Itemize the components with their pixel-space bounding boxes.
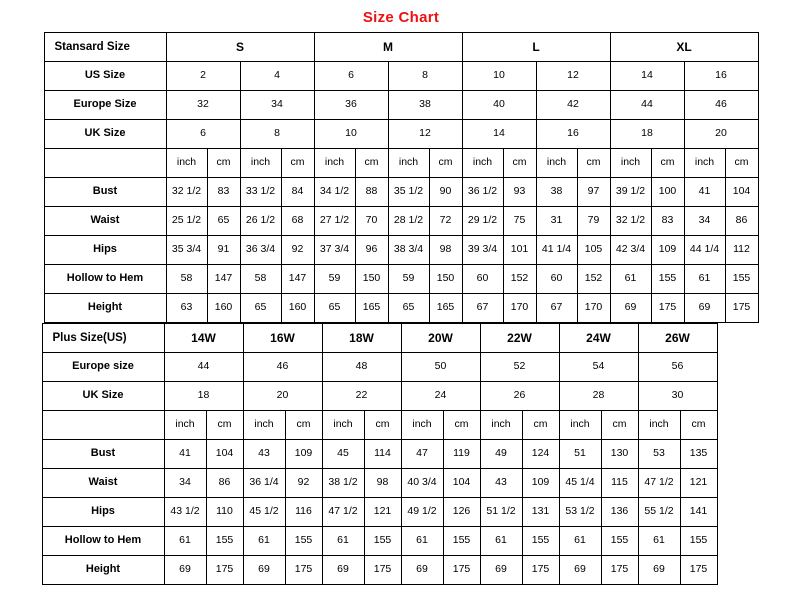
- cell: 69: [638, 556, 680, 585]
- cell: 69: [684, 294, 725, 323]
- table-row: [44, 294, 758, 323]
- cell: 24: [401, 382, 480, 411]
- unit-cell: inch: [480, 411, 522, 440]
- spacer-cell: [717, 382, 760, 411]
- spacer-cell: [717, 527, 760, 556]
- cell: 31: [536, 207, 577, 236]
- cell: 36: [314, 91, 388, 120]
- row-label-europe-size: Europe size: [42, 353, 164, 382]
- cell: 126: [443, 498, 480, 527]
- cell: 43: [243, 440, 285, 469]
- unit-cell: inch: [638, 411, 680, 440]
- cell: 38: [536, 178, 577, 207]
- cell: 16: [536, 120, 610, 149]
- cell: 155: [651, 265, 684, 294]
- cell: 104: [206, 440, 243, 469]
- size-group-l: L: [462, 33, 610, 62]
- cell: 104: [443, 469, 480, 498]
- unit-cell: inch: [388, 149, 429, 178]
- cell: 39 1/2: [610, 178, 651, 207]
- spacer-cell: [717, 353, 760, 382]
- cell: 175: [522, 556, 559, 585]
- cell: 155: [285, 527, 322, 556]
- table-row-group-header: [42, 324, 760, 353]
- cell: 26: [480, 382, 559, 411]
- cell: 41: [684, 178, 725, 207]
- cell: 42: [536, 91, 610, 120]
- cell: 121: [680, 469, 717, 498]
- unit-cell: inch: [559, 411, 601, 440]
- unit-cell: inch: [684, 149, 725, 178]
- cell: 51 1/2: [480, 498, 522, 527]
- spacer-cell: [717, 411, 760, 440]
- cell: 165: [429, 294, 462, 323]
- cell: 155: [522, 527, 559, 556]
- unit-cell: cm: [355, 149, 388, 178]
- unit-cell: cm: [680, 411, 717, 440]
- cell: 32: [166, 91, 240, 120]
- size-group-14w: 14W: [164, 324, 243, 353]
- cell: 48: [322, 353, 401, 382]
- cell: 130: [601, 440, 638, 469]
- unit-cell: cm: [206, 411, 243, 440]
- cell: 56: [638, 353, 717, 382]
- cell: 50: [401, 353, 480, 382]
- cell: 61: [401, 527, 443, 556]
- cell: 8: [388, 62, 462, 91]
- cell: 47 1/2: [638, 469, 680, 498]
- cell: 92: [281, 236, 314, 265]
- unit-cell: inch: [164, 411, 206, 440]
- cell: 69: [559, 556, 601, 585]
- cell: 54: [559, 353, 638, 382]
- size-group-m: M: [314, 33, 462, 62]
- cell: 175: [443, 556, 480, 585]
- cell: 104: [725, 178, 758, 207]
- cell: 147: [207, 265, 240, 294]
- table-row-units: [44, 149, 758, 178]
- cell: 175: [364, 556, 401, 585]
- table-row: [44, 120, 758, 149]
- cell: 36 3/4: [240, 236, 281, 265]
- row-label-hips: Hips: [44, 236, 166, 265]
- cell: 46: [684, 91, 758, 120]
- cell: 34: [164, 469, 206, 498]
- cell: 52: [480, 353, 559, 382]
- cell: 115: [601, 469, 638, 498]
- cell: 36 1/2: [462, 178, 503, 207]
- cell: 152: [503, 265, 536, 294]
- cell: 45: [322, 440, 364, 469]
- cell: 65: [388, 294, 429, 323]
- cell: 18: [164, 382, 243, 411]
- unit-cell: inch: [536, 149, 577, 178]
- cell: 86: [725, 207, 758, 236]
- unit-row-corner: [44, 149, 166, 178]
- size-group-s: S: [166, 33, 314, 62]
- standard-size-table: [44, 32, 759, 323]
- cell: 98: [429, 236, 462, 265]
- cell: 136: [601, 498, 638, 527]
- cell: 88: [355, 178, 388, 207]
- unit-cell: inch: [322, 411, 364, 440]
- cell: 61: [164, 527, 206, 556]
- size-group-20w: 20W: [401, 324, 480, 353]
- cell: 92: [285, 469, 322, 498]
- cell: 63: [166, 294, 207, 323]
- cell: 79: [577, 207, 610, 236]
- unit-cell: cm: [429, 149, 462, 178]
- cell: 65: [207, 207, 240, 236]
- cell: 10: [462, 62, 536, 91]
- table-row: [44, 265, 758, 294]
- table-row: [42, 469, 760, 498]
- cell: 69: [243, 556, 285, 585]
- row-label-hollow-to-hem: Hollow to Hem: [44, 265, 166, 294]
- cell: 61: [559, 527, 601, 556]
- cell: 16: [684, 62, 758, 91]
- row-label-hollow-to-hem: Hollow to Hem: [42, 527, 164, 556]
- cell: 35 3/4: [166, 236, 207, 265]
- unit-cell: cm: [364, 411, 401, 440]
- cell: 98: [364, 469, 401, 498]
- cell: 119: [443, 440, 480, 469]
- unit-cell: cm: [601, 411, 638, 440]
- cell: 47 1/2: [322, 498, 364, 527]
- cell: 83: [207, 178, 240, 207]
- cell: 55 1/2: [638, 498, 680, 527]
- cell: 109: [522, 469, 559, 498]
- row-label-uk-size: UK Size: [44, 120, 166, 149]
- cell: 70: [355, 207, 388, 236]
- cell: 38: [388, 91, 462, 120]
- cell: 38 1/2: [322, 469, 364, 498]
- cell: 121: [364, 498, 401, 527]
- spacer-cell: [717, 556, 760, 585]
- cell: 14: [462, 120, 536, 149]
- unit-cell: cm: [725, 149, 758, 178]
- row-label-hips: Hips: [42, 498, 164, 527]
- unit-cell: cm: [503, 149, 536, 178]
- cell: 170: [577, 294, 610, 323]
- cell: 155: [443, 527, 480, 556]
- cell: 69: [610, 294, 651, 323]
- size-group-22w: 22W: [480, 324, 559, 353]
- unit-cell: inch: [243, 411, 285, 440]
- cell: 30: [638, 382, 717, 411]
- cell: 155: [680, 527, 717, 556]
- page-title: Size Chart: [362, 9, 440, 26]
- cell: 44: [610, 91, 684, 120]
- cell: 155: [206, 527, 243, 556]
- cell: 39 3/4: [462, 236, 503, 265]
- cell: 141: [680, 498, 717, 527]
- table-row: [42, 353, 760, 382]
- cell: 32 1/2: [610, 207, 651, 236]
- cell: 175: [206, 556, 243, 585]
- cell: 40 3/4: [401, 469, 443, 498]
- row-label-us-size: US Size: [44, 62, 166, 91]
- cell: 61: [322, 527, 364, 556]
- cell: 35 1/2: [388, 178, 429, 207]
- table-row-group-header: [44, 33, 758, 62]
- row-label-waist: Waist: [42, 469, 164, 498]
- cell: 25 1/2: [166, 207, 207, 236]
- table-row: [42, 440, 760, 469]
- size-group-26w: 26W: [638, 324, 717, 353]
- cell: 67: [462, 294, 503, 323]
- cell: 40: [462, 91, 536, 120]
- unit-cell: cm: [281, 149, 314, 178]
- cell: 33 1/2: [240, 178, 281, 207]
- cell: 131: [522, 498, 559, 527]
- cell: 150: [429, 265, 462, 294]
- cell: 34: [684, 207, 725, 236]
- size-group-18w: 18W: [322, 324, 401, 353]
- cell: 84: [281, 178, 314, 207]
- cell: 109: [285, 440, 322, 469]
- cell: 34: [240, 91, 314, 120]
- cell: 175: [601, 556, 638, 585]
- unit-cell: inch: [610, 149, 651, 178]
- cell: 2: [166, 62, 240, 91]
- cell: 69: [322, 556, 364, 585]
- table-row: [42, 527, 760, 556]
- unit-cell: cm: [285, 411, 322, 440]
- unit-cell: inch: [462, 149, 503, 178]
- cell: 58: [166, 265, 207, 294]
- cell: 135: [680, 440, 717, 469]
- cell: 14: [610, 62, 684, 91]
- cell: 59: [314, 265, 355, 294]
- cell: 155: [725, 265, 758, 294]
- cell: 12: [388, 120, 462, 149]
- cell: 83: [651, 207, 684, 236]
- cell: 155: [364, 527, 401, 556]
- cell: 49: [480, 440, 522, 469]
- cell: 61: [243, 527, 285, 556]
- cell: 45 1/2: [243, 498, 285, 527]
- size-group-16w: 16W: [243, 324, 322, 353]
- cell: 69: [164, 556, 206, 585]
- table-row: [42, 498, 760, 527]
- cell: 10: [314, 120, 388, 149]
- row-label-bust: Bust: [44, 178, 166, 207]
- size-group-24w: 24W: [559, 324, 638, 353]
- cell: 53 1/2: [559, 498, 601, 527]
- cell: 150: [355, 265, 388, 294]
- cell: 116: [285, 498, 322, 527]
- cell: 155: [601, 527, 638, 556]
- cell: 6: [314, 62, 388, 91]
- row-label-height: Height: [44, 294, 166, 323]
- cell: 110: [206, 498, 243, 527]
- cell: 101: [503, 236, 536, 265]
- cell: 32 1/2: [166, 178, 207, 207]
- cell: 45 1/4: [559, 469, 601, 498]
- cell: 44 1/4: [684, 236, 725, 265]
- cell: 152: [577, 265, 610, 294]
- cell: 20: [243, 382, 322, 411]
- table-row: [42, 382, 760, 411]
- cell: 175: [285, 556, 322, 585]
- cell: 160: [207, 294, 240, 323]
- cell: 175: [725, 294, 758, 323]
- cell: 60: [462, 265, 503, 294]
- cell: 42 3/4: [610, 236, 651, 265]
- cell: 8: [240, 120, 314, 149]
- cell: 51: [559, 440, 601, 469]
- row-label-uk-size: UK Size: [42, 382, 164, 411]
- cell: 68: [281, 207, 314, 236]
- size-group-xl: XL: [610, 33, 758, 62]
- cell: 165: [355, 294, 388, 323]
- standard-corner-label: Stansard Size: [44, 33, 166, 62]
- cell: 29 1/2: [462, 207, 503, 236]
- cell: 26 1/2: [240, 207, 281, 236]
- table-row: [42, 556, 760, 585]
- cell: 75: [503, 207, 536, 236]
- cell: 175: [651, 294, 684, 323]
- row-label-europe-size: Europe Size: [44, 91, 166, 120]
- cell: 170: [503, 294, 536, 323]
- cell: 58: [240, 265, 281, 294]
- cell: 37 3/4: [314, 236, 355, 265]
- cell: 109: [651, 236, 684, 265]
- cell: 22: [322, 382, 401, 411]
- cell: 43 1/2: [164, 498, 206, 527]
- plus-size-table: [42, 323, 761, 585]
- cell: 61: [684, 265, 725, 294]
- cell: 97: [577, 178, 610, 207]
- cell: 93: [503, 178, 536, 207]
- cell: 43: [480, 469, 522, 498]
- cell: 20: [684, 120, 758, 149]
- unit-cell: inch: [401, 411, 443, 440]
- row-label-waist: Waist: [44, 207, 166, 236]
- cell: 44: [164, 353, 243, 382]
- cell: 27 1/2: [314, 207, 355, 236]
- cell: 28 1/2: [388, 207, 429, 236]
- table-row: [44, 207, 758, 236]
- row-label-bust: Bust: [42, 440, 164, 469]
- cell: 61: [638, 527, 680, 556]
- spacer-cell: [717, 324, 760, 353]
- unit-cell: cm: [577, 149, 610, 178]
- cell: 41: [164, 440, 206, 469]
- cell: 100: [651, 178, 684, 207]
- unit-cell: inch: [240, 149, 281, 178]
- cell: 114: [364, 440, 401, 469]
- table-row-units: [42, 411, 760, 440]
- cell: 96: [355, 236, 388, 265]
- row-label-height: Height: [42, 556, 164, 585]
- cell: 65: [240, 294, 281, 323]
- unit-cell: inch: [166, 149, 207, 178]
- cell: 59: [388, 265, 429, 294]
- cell: 65: [314, 294, 355, 323]
- cell: 36 1/4: [243, 469, 285, 498]
- table-row: [44, 236, 758, 265]
- table-row: [44, 62, 758, 91]
- cell: 41 1/4: [536, 236, 577, 265]
- cell: 34 1/2: [314, 178, 355, 207]
- unit-cell: cm: [651, 149, 684, 178]
- cell: 90: [429, 178, 462, 207]
- unit-cell: cm: [443, 411, 480, 440]
- plus-corner-label: Plus Size(US): [42, 324, 164, 353]
- cell: 86: [206, 469, 243, 498]
- cell: 49 1/2: [401, 498, 443, 527]
- cell: 147: [281, 265, 314, 294]
- cell: 91: [207, 236, 240, 265]
- cell: 4: [240, 62, 314, 91]
- cell: 112: [725, 236, 758, 265]
- table-row: [44, 178, 758, 207]
- cell: 38 3/4: [388, 236, 429, 265]
- unit-row-corner: [42, 411, 164, 440]
- spacer-cell: [717, 498, 760, 527]
- cell: 47: [401, 440, 443, 469]
- cell: 61: [610, 265, 651, 294]
- cell: 72: [429, 207, 462, 236]
- unit-cell: inch: [314, 149, 355, 178]
- cell: 28: [559, 382, 638, 411]
- cell: 124: [522, 440, 559, 469]
- cell: 61: [480, 527, 522, 556]
- spacer-cell: [717, 440, 760, 469]
- cell: 12: [536, 62, 610, 91]
- cell: 175: [680, 556, 717, 585]
- cell: 160: [281, 294, 314, 323]
- spacer-cell: [717, 469, 760, 498]
- cell: 60: [536, 265, 577, 294]
- table-row: [44, 91, 758, 120]
- unit-cell: cm: [522, 411, 559, 440]
- cell: 53: [638, 440, 680, 469]
- cell: 105: [577, 236, 610, 265]
- cell: 67: [536, 294, 577, 323]
- cell: 18: [610, 120, 684, 149]
- cell: 6: [166, 120, 240, 149]
- unit-cell: cm: [207, 149, 240, 178]
- cell: 46: [243, 353, 322, 382]
- cell: 69: [480, 556, 522, 585]
- cell: 69: [401, 556, 443, 585]
